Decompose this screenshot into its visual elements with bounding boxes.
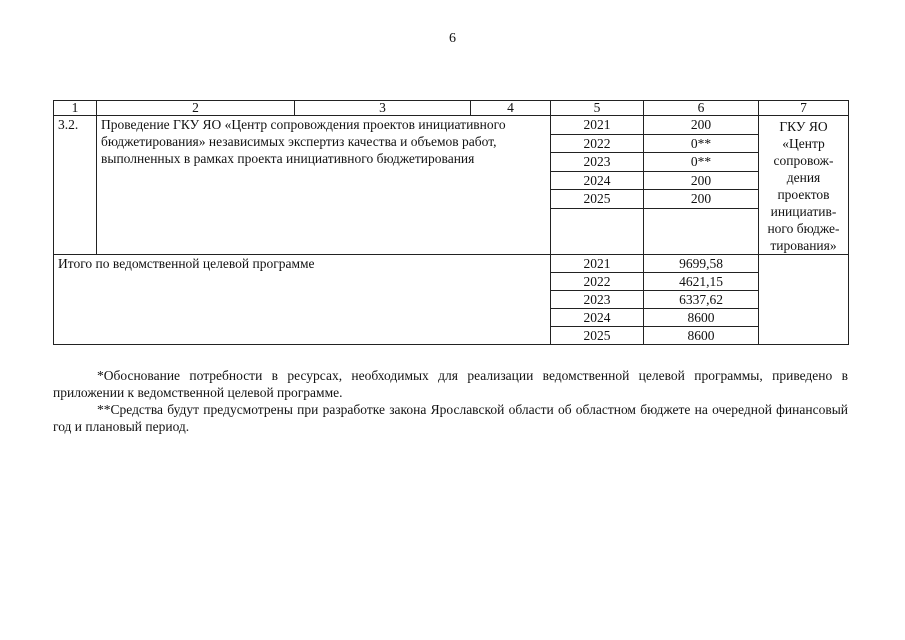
total-row <box>54 255 849 273</box>
total-executor-cell <box>759 255 849 345</box>
header-cell: 7 <box>759 101 849 116</box>
header-cell: 4 <box>471 101 551 116</box>
footnotes <box>53 367 848 435</box>
total-year-cell: 2021 <box>551 255 644 273</box>
total-value-cell: 9699,58 <box>644 255 759 273</box>
footnote-resources: *Обоснование потребности в ресурсах, необходимых для реализации ведомственной целевой программы, приведено в приложении к ведомственной целевой программе. <box>53 368 848 400</box>
header-cell: 2 <box>97 101 295 116</box>
executor-line: проектов <box>777 187 830 202</box>
total-year-cell: 2025 <box>551 327 644 345</box>
value-cell: 200 <box>644 190 759 209</box>
page-number: 6 <box>449 31 456 46</box>
table-header-row <box>54 101 849 116</box>
total-value-cell: 8600 <box>644 309 759 327</box>
row-description: Проведение ГКУ ЯО «Центр сопровождения проектов инициативного бюджетирования» независимых экспертиз качества и объемов работ, выполненных в рамках проекта инициативного бюджетирования <box>97 116 551 255</box>
header-cell: 1 <box>54 101 97 116</box>
value-cell: 0** <box>644 134 759 153</box>
total-value-cell: 4621,15 <box>644 273 759 291</box>
executor-line: инициатив- <box>770 204 837 219</box>
executor-cell <box>759 116 849 255</box>
value-cell: 200 <box>644 116 759 135</box>
executor-line: дения <box>786 170 821 185</box>
row-number: 3.2. <box>54 116 97 255</box>
year-cell: 2025 <box>551 190 644 209</box>
executor-line: «Центр <box>782 136 825 151</box>
total-year-cell: 2023 <box>551 291 644 309</box>
executor-line: сопровож- <box>773 153 834 168</box>
spacer-cell <box>644 208 759 254</box>
total-label: Итого по ведомственной целевой программе <box>54 255 551 345</box>
total-year-cell: 2024 <box>551 309 644 327</box>
total-value-cell: 6337,62 <box>644 291 759 309</box>
table-row <box>54 116 849 135</box>
value-cell: 200 <box>644 171 759 190</box>
budget-table <box>53 100 849 345</box>
header-cell: 5 <box>551 101 644 116</box>
year-cell: 2022 <box>551 134 644 153</box>
total-value-cell: 8600 <box>644 327 759 345</box>
header-cell: 6 <box>644 101 759 116</box>
executor-line: тирования» <box>770 238 837 253</box>
total-year-cell: 2022 <box>551 273 644 291</box>
year-cell: 2024 <box>551 171 644 190</box>
value-cell: 0** <box>644 153 759 172</box>
executor-line: ного бюдже- <box>767 221 840 236</box>
spacer-cell <box>551 208 644 254</box>
header-cell: 3 <box>295 101 471 116</box>
executor-line: ГКУ ЯО <box>779 119 828 134</box>
year-cell: 2023 <box>551 153 644 172</box>
footnote-funding: **Средства будут предусмотрены при разработке закона Ярославской области об областном бюджете на очередной финансовый год и плановый период. <box>53 402 848 434</box>
year-cell: 2021 <box>551 116 644 135</box>
